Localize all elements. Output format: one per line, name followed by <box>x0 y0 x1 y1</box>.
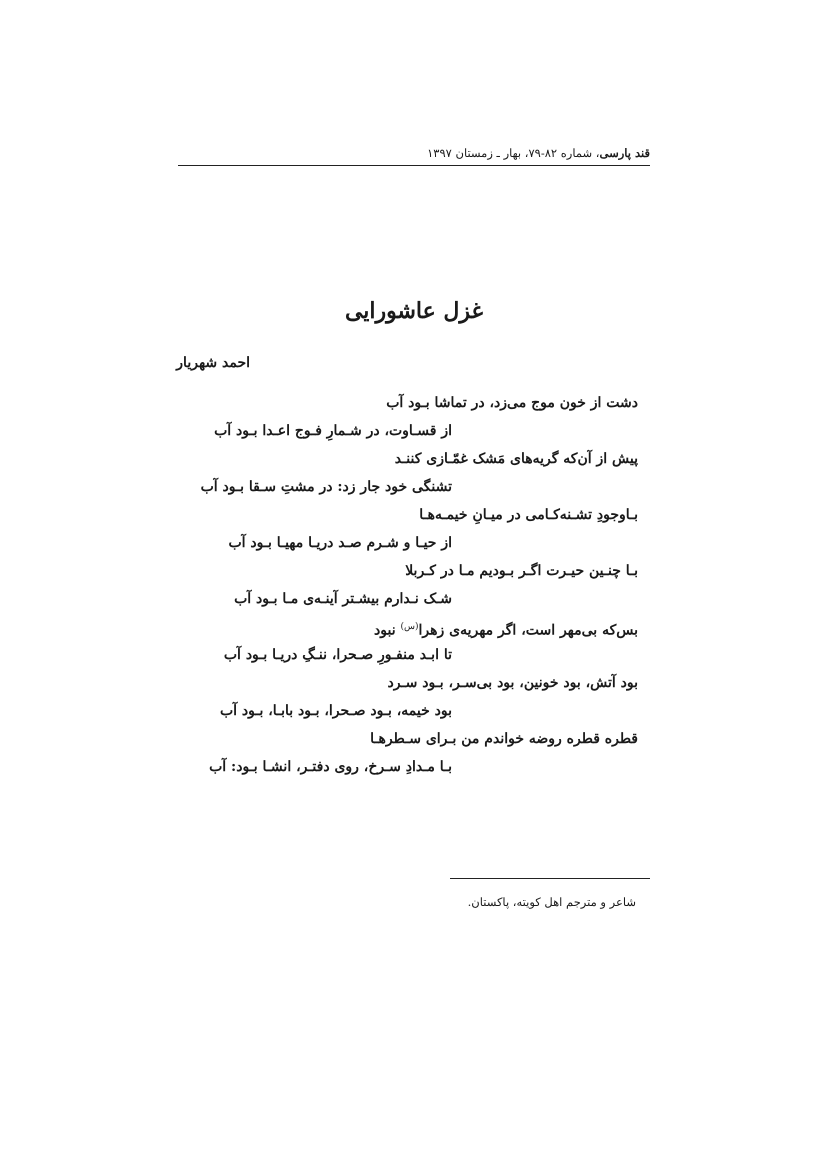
hemistich-text: بس‌که بی‌مهر است، اگر مهریه‌ی زهرا <box>418 622 638 639</box>
poem-body <box>178 391 650 783</box>
hemistich-first: بود آتش، بود خونین، بود بی‌سـر، بـود سـرد <box>387 675 638 691</box>
couplet <box>178 391 650 447</box>
hemistich-second: از حیـا و شـرم صـد دریـا مهیـا بـود آب <box>228 535 452 551</box>
couplet <box>178 615 650 671</box>
footnote-divider <box>450 878 650 879</box>
hemistich-second: از قسـاوت، در شـمارِ فـوج اعـدا بـود آب <box>214 423 452 439</box>
poem-title: غزل عاشورایی <box>344 298 484 324</box>
hemistich-second: تا ابـد منفـورِ صـحرا، ننـگِ دریـا بـود آب <box>223 647 452 663</box>
hemistich-first: بـا چنـین حیـرت اگـر بـودیم مـا در کـربلا <box>405 563 638 579</box>
hemistich-first: بـاوجودِ تشـنه‌کـامی در میـانِ خیمـه‌هـا <box>419 507 638 523</box>
issue-info: ، شماره ۸۲-۷۹، بهار ـ زمستان ۱۳۹۷ <box>427 146 600 160</box>
hemistich-first: دشت از خون موج می‌زد، در تماشا بـود آب <box>386 395 638 411</box>
couplet <box>178 671 650 727</box>
running-header <box>178 143 650 166</box>
hemistich-first <box>374 615 638 643</box>
couplet <box>178 503 650 559</box>
hemistich-first: پیش از آن‌که گریه‌های مَشک غمّـازی کننـد <box>394 451 638 467</box>
hemistich-second: بود خیمه، بـود صـحرا، بـود بابـا، بـود آب <box>219 703 452 719</box>
footnote: شاعر و مترجم اهل کویته، پاکستان. <box>467 895 636 909</box>
hemistich-second: بـا مـدادِ سـرخ، روی دفتـر، انشـا بـود: آب <box>209 759 452 775</box>
couplet <box>178 447 650 503</box>
journal-name: قند پارسی <box>599 146 650 160</box>
hemistich-second: تشنگی خود جار زد: در مشتِ سـقا بـود آب <box>200 479 452 495</box>
honorific-superscript: (س) <box>400 622 419 632</box>
poem-author: احمد شهریار <box>176 355 250 371</box>
couplet <box>178 559 650 615</box>
hemistich-text-end: نبود <box>374 622 401 639</box>
hemistich-first: قطره قطره روضه خواندم من بـرای سـطرهـا <box>370 731 638 747</box>
couplet <box>178 727 650 783</box>
hemistich-second: شـک نـدارم بیشـتر آینـه‌ی مـا بـود آب <box>234 591 452 607</box>
